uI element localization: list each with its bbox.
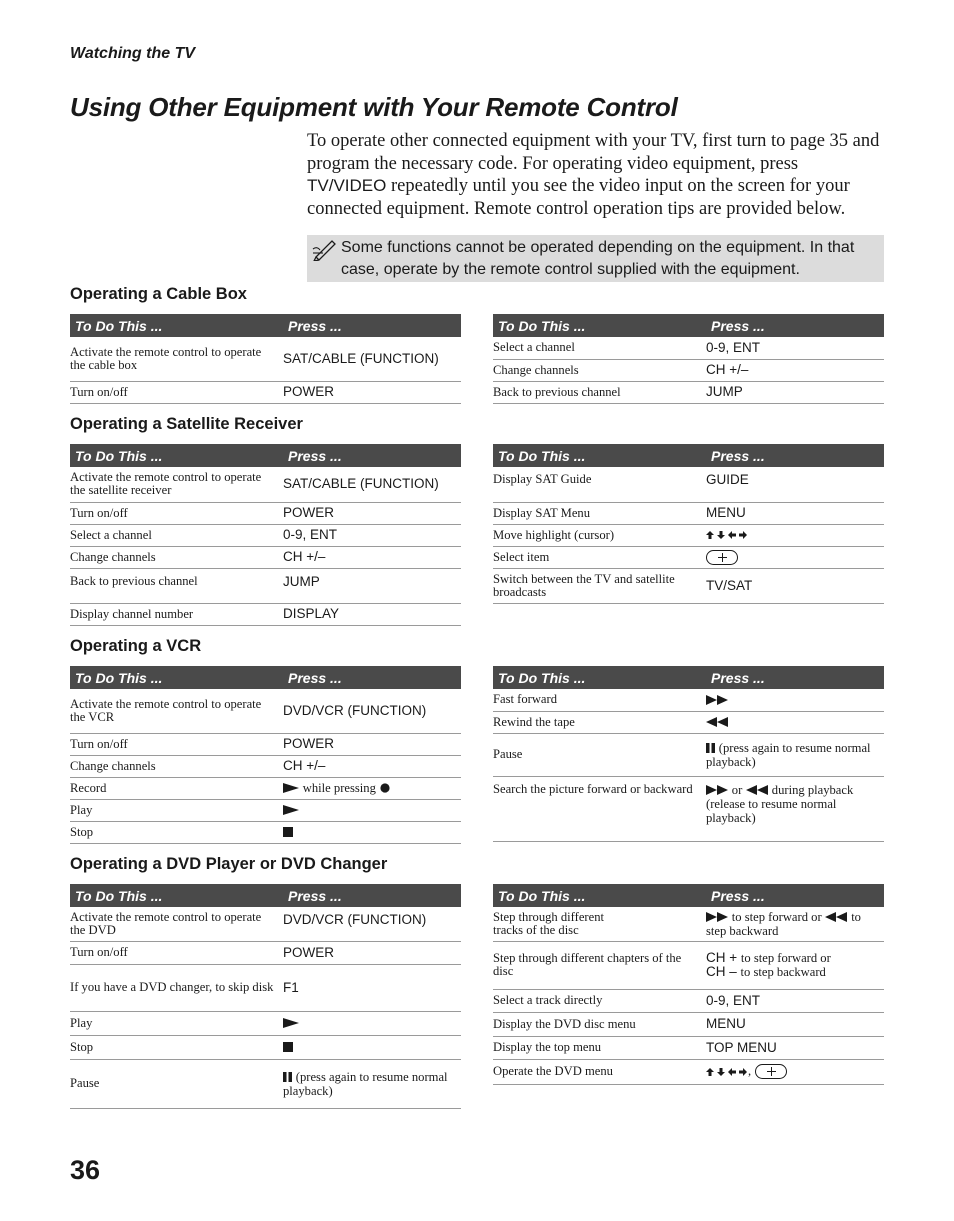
row-press xyxy=(283,821,461,843)
header-to-do: To Do This ... xyxy=(493,314,706,337)
header-press: Press ... xyxy=(283,444,461,467)
row-action: Display SAT Menu xyxy=(493,502,706,524)
header-to-do: To Do This ... xyxy=(493,666,706,689)
row-action: Select a track directly xyxy=(493,989,706,1012)
row-action: Pause xyxy=(70,1059,283,1108)
table-row xyxy=(493,1059,884,1084)
table-row xyxy=(493,546,884,568)
section-heading-satellite: Operating a Satellite Receiver xyxy=(70,415,303,433)
row-press xyxy=(706,941,884,989)
header-to-do: To Do This ... xyxy=(70,444,283,467)
table-row xyxy=(493,689,884,711)
table-row xyxy=(70,603,461,625)
row-action: Activate the remote control to operate the satellite receiver xyxy=(70,467,283,502)
table-row xyxy=(493,467,884,502)
row-press: POWER xyxy=(283,941,461,964)
row-press: POWER xyxy=(283,502,461,524)
row-action: Rewind the tape xyxy=(493,711,706,733)
vcr-table-left xyxy=(70,666,461,844)
pause-icon xyxy=(283,1072,292,1082)
table-row xyxy=(493,1012,884,1036)
intro-text-1: To operate other connected equipment with your TV, first turn to page 35 and program the necessary code. For operating video equipment, press xyxy=(307,131,880,174)
table-row xyxy=(493,941,884,989)
press-text: to step forward or xyxy=(740,951,831,965)
table-row xyxy=(70,1059,461,1108)
page-number: 36 xyxy=(70,1155,101,1185)
cable-table-left xyxy=(70,314,461,404)
rewind-icon xyxy=(825,912,847,922)
row-action: If you have a DVD changer, to skip disk xyxy=(70,964,283,1011)
row-action: Change channels xyxy=(70,755,283,777)
row-press: MENU xyxy=(706,502,884,524)
vcr-table-right xyxy=(493,666,884,842)
table-row xyxy=(493,502,884,524)
table-header-row xyxy=(70,666,461,689)
row-action: Turn on/off xyxy=(70,381,283,403)
table-header-row xyxy=(493,666,884,689)
row-press: DISPLAY xyxy=(283,603,461,625)
row-press: SAT/CABLE (FUNCTION) xyxy=(283,337,461,381)
press-text: during playback (release to resume normal playback) xyxy=(706,782,854,825)
row-action: Operate the DVD menu xyxy=(493,1059,706,1084)
record-icon xyxy=(380,783,390,793)
tv-video-button-label: TV/VIDEO xyxy=(307,176,387,196)
row-action: Display channel number xyxy=(70,603,283,625)
pause-icon xyxy=(706,743,715,753)
row-action: Display SAT Guide xyxy=(493,467,706,502)
satellite-table-left xyxy=(70,444,461,626)
table-row xyxy=(493,1036,884,1059)
press-or: or xyxy=(731,782,743,797)
header-to-do: To Do This ... xyxy=(493,444,706,467)
table-header-row xyxy=(493,884,884,907)
row-action: Pause xyxy=(493,733,706,776)
row-action: Switch between the TV and satellite broadcasts xyxy=(493,568,706,603)
press-text: to step forward or xyxy=(731,909,822,924)
header-press: Press ... xyxy=(706,884,884,907)
row-press xyxy=(706,907,884,941)
fast-forward-icon xyxy=(706,785,728,795)
header-to-do: To Do This ... xyxy=(70,666,283,689)
row-press: F1 xyxy=(283,964,461,1011)
table-header-row xyxy=(493,314,884,337)
table-row xyxy=(493,733,884,776)
row-action: Step through different tracks of the disc xyxy=(493,907,706,941)
row-press: 0-9, ENT xyxy=(706,337,884,359)
row-press: MENU xyxy=(706,1012,884,1036)
row-press: 0-9, ENT xyxy=(706,989,884,1012)
table-row xyxy=(70,467,461,502)
table-row xyxy=(493,524,884,546)
table-row xyxy=(70,524,461,546)
row-action: Select item xyxy=(493,546,706,568)
header-to-do: To Do This ... xyxy=(70,314,283,337)
table-row xyxy=(70,755,461,777)
row-action: Activate the remote control to operate the VCR xyxy=(70,689,283,733)
row-action: Display the DVD disc menu xyxy=(493,1012,706,1036)
row-press xyxy=(706,711,884,733)
row-action: Back to previous channel xyxy=(70,568,283,603)
stop-icon xyxy=(283,1042,293,1052)
table-row xyxy=(493,568,884,603)
table-row xyxy=(70,1011,461,1035)
row-action: Display the top menu xyxy=(493,1036,706,1059)
row-press xyxy=(283,777,461,799)
row-action: Change channels xyxy=(493,359,706,381)
intro-paragraph xyxy=(307,130,882,221)
row-action: Stop xyxy=(70,821,283,843)
dvd-table-left xyxy=(70,884,461,1109)
rewind-icon xyxy=(706,717,728,727)
row-press: JUMP xyxy=(706,381,884,403)
row-press: TOP MENU xyxy=(706,1036,884,1059)
row-press xyxy=(283,799,461,821)
row-action: Activate the remote control to operate the DVD xyxy=(70,907,283,941)
header-press: Press ... xyxy=(706,314,884,337)
row-press: 0-9, ENT xyxy=(283,524,461,546)
row-action: Activate the remote control to operate the cable box xyxy=(70,337,283,381)
header-press: Press ... xyxy=(283,666,461,689)
table-row xyxy=(70,568,461,603)
header-press: Press ... xyxy=(706,666,884,689)
row-action: Step through different chapters of the disc xyxy=(493,941,706,989)
table-row xyxy=(493,776,884,841)
row-action: Record xyxy=(70,777,283,799)
section-heading-cable: Operating a Cable Box xyxy=(70,285,247,303)
table-header-row xyxy=(70,314,461,337)
row-press: GUIDE xyxy=(706,467,884,502)
row-press: CH +/– xyxy=(283,755,461,777)
row-action: Stop xyxy=(70,1035,283,1059)
header-to-do: To Do This ... xyxy=(70,884,283,907)
table-row xyxy=(70,777,461,799)
table-row xyxy=(70,941,461,964)
row-press xyxy=(283,1035,461,1059)
row-press: DVD/VCR (FUNCTION) xyxy=(283,907,461,941)
table-row xyxy=(70,907,461,941)
running-head: Watching the TV xyxy=(70,45,196,62)
stop-icon xyxy=(283,827,293,837)
row-press: CH +/– xyxy=(283,546,461,568)
header-press: Press ... xyxy=(283,884,461,907)
header-press: Press ... xyxy=(283,314,461,337)
row-press: JUMP xyxy=(283,568,461,603)
cable-table-right xyxy=(493,314,884,404)
row-action: Turn on/off xyxy=(70,502,283,524)
row-press xyxy=(706,524,884,546)
table-row xyxy=(70,546,461,568)
section-heading-vcr: Operating a VCR xyxy=(70,637,202,655)
table-row xyxy=(70,733,461,755)
table-row xyxy=(70,502,461,524)
table-row xyxy=(493,711,884,733)
table-row xyxy=(493,337,884,359)
note-text: Some functions cannot be operated depending on the equipment. In that case, operate by the remote control supplied with the equipment. xyxy=(341,239,855,278)
row-action: Turn on/off xyxy=(70,941,283,964)
arrow-keys-icon xyxy=(706,530,748,540)
dvd-table-right xyxy=(493,884,884,1085)
row-press: DVD/VCR (FUNCTION) xyxy=(283,689,461,733)
table-row xyxy=(70,821,461,843)
satellite-table-right xyxy=(493,444,884,604)
rewind-icon xyxy=(746,785,768,795)
enter-button-icon xyxy=(755,1064,787,1079)
row-press xyxy=(706,776,884,841)
row-action: Select a channel xyxy=(70,524,283,546)
fast-forward-icon xyxy=(706,695,728,705)
row-action: Play xyxy=(70,1011,283,1035)
note-box xyxy=(307,235,884,282)
table-row xyxy=(70,337,461,381)
page-title: Using Other Equipment with Your Remote Control xyxy=(70,92,678,122)
play-icon xyxy=(283,1018,299,1028)
row-action: Fast forward xyxy=(493,689,706,711)
row-press: POWER xyxy=(283,381,461,403)
table-row xyxy=(70,1035,461,1059)
row-press xyxy=(283,1059,461,1108)
row-press: POWER xyxy=(283,733,461,755)
press-text: (press again to resume normal playback) xyxy=(706,740,871,769)
table-row xyxy=(493,989,884,1012)
table-row xyxy=(493,359,884,381)
ch-minus-label: CH – xyxy=(706,964,737,979)
press-text: to step backward xyxy=(740,965,826,979)
header-press: Press ... xyxy=(706,444,884,467)
play-icon xyxy=(283,805,299,815)
table-header-row xyxy=(493,444,884,467)
row-press xyxy=(706,733,884,776)
table-row xyxy=(493,381,884,403)
table-header-row xyxy=(70,444,461,467)
press-text: (press again to resume normal playback) xyxy=(283,1069,448,1098)
play-icon xyxy=(283,783,299,793)
header-to-do: To Do This ... xyxy=(493,884,706,907)
row-action: Turn on/off xyxy=(70,733,283,755)
table-row xyxy=(70,964,461,1011)
row-press: SAT/CABLE (FUNCTION) xyxy=(283,467,461,502)
table-row xyxy=(70,799,461,821)
enter-button-icon xyxy=(706,550,738,565)
row-action: Play xyxy=(70,799,283,821)
intro-text-2: repeatedly until you see the video input on the screen for your connected equipment. Remote control operation tips are provided below. xyxy=(307,176,850,220)
section-heading-dvd: Operating a DVD Player or DVD Changer xyxy=(70,855,388,873)
row-action: Select a channel xyxy=(493,337,706,359)
row-press: CH +/– xyxy=(706,359,884,381)
row-press xyxy=(706,546,884,568)
press-text: to step backward xyxy=(706,909,861,938)
arrow-keys-icon xyxy=(706,1067,748,1077)
row-action: Move highlight (cursor) xyxy=(493,524,706,546)
row-press xyxy=(283,1011,461,1035)
fast-forward-icon xyxy=(706,912,728,922)
table-header-row xyxy=(70,884,461,907)
pencil-note-icon xyxy=(311,237,337,261)
ch-plus-label: CH + xyxy=(706,950,738,965)
row-press: TV/SAT xyxy=(706,568,884,603)
table-row xyxy=(493,907,884,941)
press-separator: , xyxy=(748,1064,752,1079)
table-row xyxy=(70,689,461,733)
press-text: while pressing xyxy=(302,781,376,795)
row-action: Back to previous channel xyxy=(493,381,706,403)
row-press xyxy=(706,689,884,711)
table-row xyxy=(70,381,461,403)
row-action: Search the picture forward or backward xyxy=(493,776,706,841)
row-action: Change channels xyxy=(70,546,283,568)
row-press xyxy=(706,1059,884,1084)
